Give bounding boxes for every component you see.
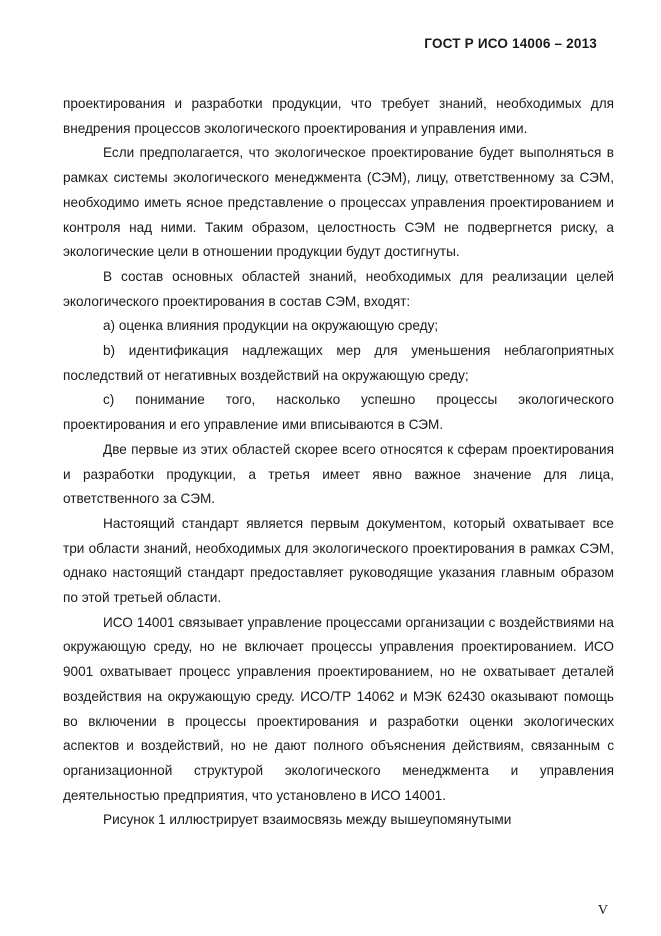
list-item-c: c) понимание того, насколько успешно процессы экологического проектирования и его управление ими вписываются в СЭМ. (63, 392, 614, 433)
paragraph-figure-reference: Рисунок 1 иллюстрирует взаимосвязь между вышеупомянутыми (103, 812, 512, 828)
list-item-a: a) оценка влияния продукции на окружающую среду; (103, 318, 439, 334)
paragraph-iso-references: ИСО 14001 связывает управление процессами организации с воздействиями на окружающую среду, но не включает процессы управления проектированием. ИСО 9001 охватывает процесс управления проектированием, но не охватывает деталей воздействия на окружающую среду. ИСО/ТР 14062 и МЭК 62430 оказывают помощь во включении в процессы проектирования и разработки оценки экологических аспектов и воздействий, но не дают полного объяснения действиям, связанным с организационной структурой экологического менеджмента и управления деятельностью предприятия, что установлено в ИСО 14001. (63, 614, 614, 803)
paragraph-standard-scope: Настоящий стандарт является первым документом, который охватывает все три области знаний, необходимых для экологического проектирования в рамках СЭМ, однако настоящий стандарт предоставляет руководящие указания главным образом по этой третьей области. (63, 515, 614, 606)
paragraph-knowledge-areas: В состав основных областей знаний, необходимых для реализации целей экологического проектирования в состав СЭМ, входят: (63, 268, 614, 309)
paragraph-continuation: проектирования и разработки продукции, что требует знаний, необходимых для внедрения процессов экологического проектирования и управления ими. (63, 96, 614, 136)
paragraph-first-two-areas: Две первые из этих областей скорее всего относятся к сферам проектирования и разработки продукции, а третья имеет явно важное значение для лица, ответственного за СЭМ. (63, 441, 614, 507)
paragraph-ems-design: Если предполагается, что экологическое проектирование будет выполняться в рамках системы экологического менеджмента (СЭМ), лицу, ответственному за СЭМ, необходимо иметь ясное представление о процессах управления проектированием и контроля над ними. Таким образом, целостность СЭМ не подвергнется риску, а экологические цели в отношении продукции будут достигнуты. (63, 145, 614, 260)
document-header: ГОСТ Р ИСО 14006 – 2013 (424, 36, 597, 51)
page-number: V (597, 903, 608, 918)
document-body (63, 92, 614, 833)
list-item-b: b) идентификация надлежащих мер для уменьшения неблагоприятных последствий от негативных воздействий на окружающую среду; (63, 343, 614, 383)
